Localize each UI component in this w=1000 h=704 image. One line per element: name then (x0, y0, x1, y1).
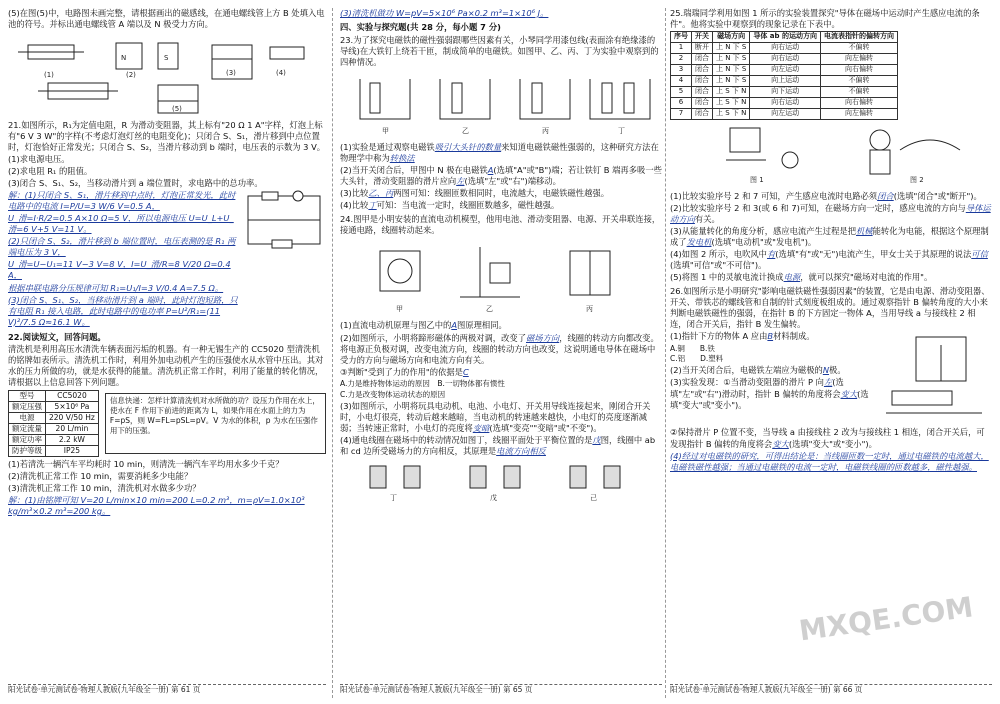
answer-line: U_滑=U−U₁=11 V−3 V=8 V，I=U_滑/R=8 V/20 Ω=0.4 A， (8, 259, 231, 281)
figure-label: 图 1 (750, 176, 764, 185)
answer-line: 根据串联电路分压规律可知 R₁=U₁/I=3 V/0.4 A=7.5 Ω。 (8, 282, 224, 293)
column-middle: (3)清洗机做功 W=pV=5×10⁶ Pa×0.2 m³=1×10⁶ J。 四、实验与探究题(共 28 分，每小题 7 分) 23.为了探究电磁铁的磁性强弱跟哪些因素有关，小琴同学用漆包线(表面涂有绝缘漆的导线)在大铁钉上绕若干匝，制成简单的电磁铁。如图甲、乙、丙、丁为实验中观察到的四种情况。 甲 乙 丙 丁 (1)实验是通过观察电磁铁吸引大头针的数量来知道电磁铁磁性强弱的，这种研究方法在物理学中称为转换法 (2)当开关闭合后，甲图中 N 极在电磁铁A(选填"A"或"B")端；若让铁钉 B 端再多吸一些大头针，滑动变阻器的滑片应向左(选填"左"或"右")端移动。 (3)比较乙、丙两图可知：线圈匝数相同时，电流越大，电磁铁磁性越强。 (4)比较丁可知：当电流一定时，线圈匝数越多，磁性越强。 24.图甲是小明安装的直流电动机模型，他用电池、滑动变阻器、电源、开关串联连接，接通电路，线圈转动起来。 甲 乙 丙 (1)直流电动机原理与图乙中的A图原理相同。 (2)如图所示，小明将蹄形磁体的两极对调，改变了磁场方向，线圈的转动方向都改变。将电源正负极对调，改变电流方向，线圈的转动方向也改变，这说明通电导体在磁场中受力的方向与磁场方向和电流方向有关。 ③判断"受到了力的作用"的依据是C A.力是维持物体运动的原因 B.一切物体都有惯性 C.力是改变物体运动状态的原因 (3)如图所示，小明将玩具电动机、电池、小电灯、开关用导线连接起来，刚闭合开关时，小电灯很亮，转动后越来越暗，当电动机的转速越来越快，小电灯的亮度逐渐减弱；当转速正常时，小电灯的亮度将变暗(选填"变亮""变暗"或"不变")。 (4)通电线圈在磁场中的转动情况如图丁，线圈平面处于平衡位置的是戊图，线圈中 ab 和 cd 边所受磁场力的方向相反，其原理是电流方向相反 丁 戊 己 (340, 8, 662, 502)
question-21-2: (2)求电阻 R₁ 的阻值。 (8, 166, 93, 177)
question-24: 24.图甲是小明安装的直流电动机模型，他用电池、滑动变阻器、电源、开关串联连接，接通电路，线圈转动起来。 (340, 214, 661, 236)
figure-label: (4) (276, 69, 286, 78)
figure-label: (2) (126, 71, 136, 80)
watermark-logo: MXQE.COM (796, 590, 976, 648)
answer-line: (3)闭合 S、S₁、S₂，当移动滑片到 a 端时，此时灯泡短路，只有电阻 R₁ 接入电路，此时电路中的电功率 P=U²/R₁=(11 V)²/7.5 Ω≈16.1 W。 (8, 294, 238, 327)
experiment-area (670, 31, 992, 120)
magnet-diagrams-figure (8, 33, 326, 117)
column-divider (665, 8, 666, 698)
electromagnet-figures (340, 69, 660, 139)
answer-26: (4)经过对电磁铁的研究，可得出结论是：当线圈匝数一定时，通过电磁铁的电流越大，电磁铁磁性越强；当通过电磁铁的电流一定时，电磁铁线圈的匝数越多，磁性越强。 (670, 450, 989, 472)
answer-21-block (8, 190, 326, 328)
question-26: 26.如图所示是小明研究"影响电磁铁磁性强弱因素"的装置，它是由电源、滑动变阻器、开关、带铁芯的螺线管和自制的针式刻度板组成的。通过观察指针 B 偏转角度的大小来判断电磁铁磁性的强弱，在指针 B 的下方固定一物体 A，当用导线 a 与接线柱 2 相连，闭合开关后，指针 B 发生偏转。 (670, 286, 990, 330)
question-22-text: 清洗机是利用高压水清洗车辆表面污垢的机器。有一种无锡生产的 CC5020 型清洗机的铭牌如表所示。清洗机工作时，利用外加电动机产生的压强使水从水管中压出。其对水的压力所做的功，就是水获得的能量。清洗机正常工作时，利用了能量的转化情况，请根据以上信息回答下列问题。 (8, 343, 324, 387)
question-25: 25.瑞瑞同学利用如图 1 所示的实验装置探究"导体在磁场中运动时产生感应电流的条件"。他将实验中观察到的现象记录在下表中。 (670, 8, 980, 30)
question-21-3: (3)闭合 S、S₁、S₂，当移动滑片到 a 端位置时，求电路中的总功率。 (8, 178, 263, 189)
svg-text:N: N (121, 54, 127, 63)
answer-line: U_滑=I·R/2=0.5 A×10 Ω=5 V，所以电源电压 U=U_L+U_滑=6 V+5 V=11 V。 (8, 213, 234, 235)
figure-label: 图 2 (910, 176, 924, 185)
svg-text:S: S (164, 54, 169, 63)
figure-label: 戊 (490, 493, 497, 502)
figure-label: 丁 (390, 493, 397, 502)
answer-line: (3)清洗机做功 W=pV=5×10⁶ Pa×0.2 m³=1×10⁶ J。 (340, 8, 549, 18)
figure-label: 乙 (486, 305, 493, 314)
figure-label: 丁 (618, 127, 625, 136)
question-22-3: (3)清洗机正常工作 10 min，清洗机对水做多少功？ (8, 482, 201, 493)
page-footer: 阳光试卷·单元测试卷·物理人教版(九年级全一册) 第 65 页 (340, 684, 662, 701)
answer-line: 解：(1)只闭合 S、S₁，滑片移到中点时，灯泡正常发光，此时电路中的电流 I=P/U=3 W/6 V=0.5 A， (8, 190, 236, 212)
figure-row (8, 33, 326, 117)
answer-22: 解：(1)由铭牌可知 V=20 L/min×10 min=200 L=0.2 m³，m=ρV=1.0×10³ kg/m³×0.2 m³=200 kg。 (8, 494, 305, 516)
question-21-1: (1)求电源电压。 (8, 154, 70, 165)
column-left (8, 8, 326, 676)
electromagnet-apparatus (882, 331, 992, 427)
coil-position-figures (340, 458, 660, 504)
motor-figures (340, 237, 660, 317)
spec-table: 型号 CC5020 额定压强 5×10⁶ Pa 电源 220 V/50 Hz 额定流量 20 L/min 额定功率 2.2 kW 防护等级 IP25 (8, 390, 99, 457)
figure-label: (1) (44, 71, 54, 80)
induction-figures (670, 120, 990, 188)
answer-line: (2)只闭合 S、S₂，滑片移到 b 端位置时，电压表测的是 R₁ 两端电压为 3 V， (8, 236, 236, 258)
figure-label: 己 (590, 493, 597, 502)
figure-label: (5) (172, 105, 182, 114)
page-footer: 阳光试卷·单元测试卷·物理人教版(九年级全一册) 第 66 页 (670, 684, 992, 701)
induction-table: 序号 开关 磁场方向 导体 ab 的运动方向 电流表指针的偏转方向 1 断开 上 N 下 S 向右运动 不偏转 2 闭合 上 N 下 S 向右运动 向左偏转 3 闭合 上 N 下 S 向左运动 向右偏转 4 闭合 上 N 下 S 向上运动 不偏转 5 闭合 上 S 下 N 向下运动 不偏转 6 闭合 上 S 下 N 向右运动 向右偏转 7 闭合 上 S 下 N 向左运动 向左偏转 (670, 31, 898, 120)
question-22-1: (1)若清洗一辆汽车平均耗时 10 min，则清洗一辆汽车平均用水多少千克？ (8, 458, 284, 469)
figure-label: 甲 (382, 127, 389, 136)
question-26-body: (1)指针下方的物体 A 应由B材料制成。 A.铜 B.铁 C.铝 D.塑料 (2)当开关闭合后，电磁铁左端应为磁极的N极。 (3)实验发现：①当滑动变阻器的滑片 P 向左(选填"左"或"右")滑动时，指针 B 偏转的角度将会变大(选填"变大"或"变小")。 (670, 331, 992, 427)
figure-label: 丙 (542, 127, 549, 136)
figure-label: 丙 (586, 305, 593, 314)
question-22-table-area (8, 390, 326, 457)
figure-label: 甲 (396, 305, 403, 314)
figure-label: (3) (226, 69, 236, 78)
circuit-diagram (242, 190, 326, 250)
question-21: 21.如图所示，R₁为定值电阻，R 为滑动变阻器，其上标有"20 Ω 1 A"字样，灯泡上标有"6 V 3 W"的字样(不考虑灯泡灯丝的电阻变化)；只闭合 S、S₁，滑片移到中点位置时，灯泡恰好正常发光；只闭合 S、S₂，当滑片移动到 b 端时，电压表的示数为 3 V。 (8, 120, 326, 153)
question-22-title: 22.阅读短文，回答问题。 (8, 331, 106, 342)
section-heading: 四、实验与探究题(共 28 分，每小题 7 分) (340, 22, 501, 33)
column-divider (332, 8, 333, 698)
page-footer: 阳光试卷·单元测试卷·物理人教版(九年级全一册) 第 61 页 (8, 684, 326, 701)
column-right: 25.瑞瑞同学利用如图 1 所示的实验装置探究"导体在磁场中运动时产生感应电流的条件"。他将实验中观察到的现象记录在下表中。 序号 开关 磁场方向 导体 ab 的运动方向 电流表指针的偏转方向 1 断开 上 N 下 S 向右运动 不偏转 2 闭合 上 N 下 S 向右运动 向左偏转 3 闭合 上 N 下 S 向左运动 向右偏转 4 闭合 上 N 下 S 向上运动 不偏转 5 闭合 上 S 下 N 向下运动 不偏转 6 闭合 上 S 下 N 向右运动 向右偏转 7 闭合 上 S 下 N 向左运动 向左偏转 图 1 图 2 (1)比较实验序号 2 和 7 可知，产生感应电流时电路必须闭合(选填"闭合"或"断开")。 (2)比较实验序号 2 和 3(或 6 和 7)可知，在磁场方向一定时，感应电流的方向与导体运动方向有关。 (3)从能量转化的角度分析，感应电流产生过程是把机械能转化为电能，根据这个原理制成了发电机(选填"电动机"或"发电机")。 (4)如图 2 所示，电吹风中有(选填"有"或"无")电流产生，甲女士关于其原理的说法可信(选填"可信"或"不可信")。 (5)将图 1 中的灵敏电流计换成电源，就可以探究"磁场对电流的作用"。 26.如图所示是小明研究"影响电磁铁磁性强弱因素"的装置，它是由电源、滑动变阻器、开关、带铁芯的螺线管和自制的针式刻度板组成的。通过观察指针 B 偏转角度的大小来判断电磁铁磁性的强弱，在指针 B 的下方固定一物体 A，当用导线 a 与接线柱 2 相连，闭合开关后，指针 B 发生偏转。 (1)指针下方的物体 A 应由B材料制成。 A.铜 B.铁 C.铝 D.塑料 (2)当开关闭合后，电磁铁左端应为磁极的N极。 (3)实验发现：①当滑动变阻器的滑片 P 向左(选填"左"或"右")滑动时，指针 B 偏转的角度将会变大(选填"变大"或"变小")。 ②保持滑片 P 位置不变，当导线 a 由接线柱 2 改为与接线柱 1 相连，闭合开关后，可发现指针 B 偏转的角度将会变大(选填"变大"或"变小")。 (4)经过对电磁铁的研究，可得出结论是：当线圈匝数一定时，通过电磁铁的电流越大，电磁铁磁性越强；当通过电磁铁的电流一定时，电磁铁线圈的匝数越多，磁性越强。 (670, 8, 991, 472)
question-23: 23.为了探究电磁铁的磁性强弱跟哪些因素有关，小琴同学用漆包线(表面涂有绝缘漆的导线)在大铁钉上绕若干匝，制成简单的电磁铁。如图甲、乙、丙、丁为实验中观察到的四种情况。 (340, 35, 659, 68)
info-box: 信息快递：怎样计算清洗机对水所做的功？设压力作用在水上，使水在 F 作用下前进的距离为 L，如果作用在水面上的力为 F=pS，则 W=FL=pSL=pV。V 为水的体积，p 为水在压强作用下的压强。 (105, 393, 326, 454)
question-text: (5)在图(5)中，电路图未画完整，请根据画出的磁感线，在通电螺线管上方 B 处填入电池的符号。并标出通电螺线管 A 端以及 N 极受力方向。 (8, 8, 325, 30)
figure-label: 乙 (462, 127, 469, 136)
question-22-2: (2)清洗机正常工作 10 min，需要消耗多少电能？ (8, 470, 193, 481)
